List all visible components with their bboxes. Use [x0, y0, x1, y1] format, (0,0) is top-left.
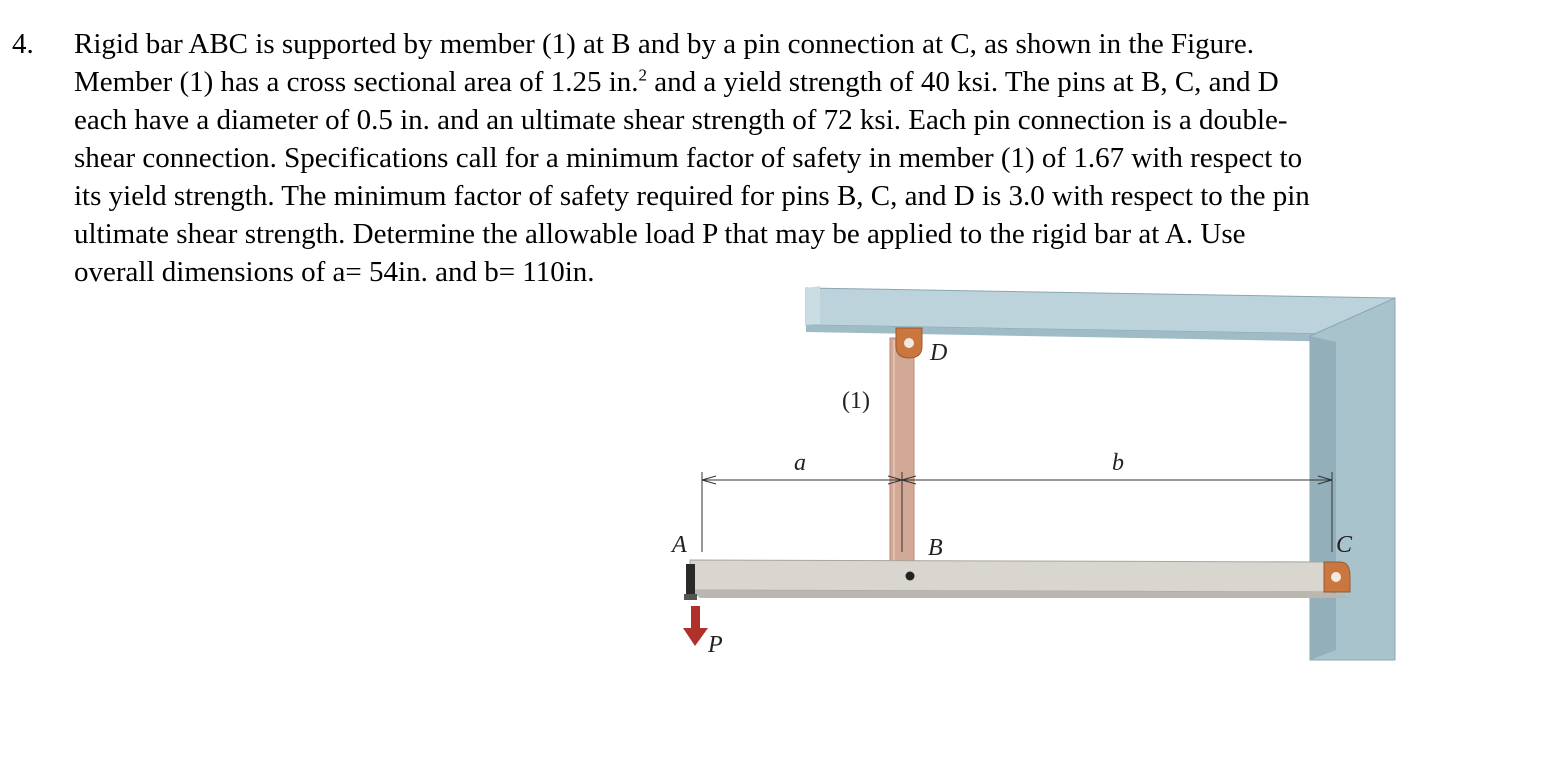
problem-line-1: Rigid bar ABC is supported by member (1) at B and by a pin connection at C, as shown in the Figure. — [74, 28, 1254, 60]
load-p-arrow — [683, 606, 708, 646]
problem-line-5: its yield strength. The minimum factor of safety required for pins B, C, and D is 3.0 with respect to the pin — [74, 180, 1310, 212]
end-a-bracket — [686, 564, 695, 598]
problem-text — [74, 25, 1534, 291]
problem-number: 4. — [12, 28, 34, 60]
load-p-shaft — [691, 606, 700, 630]
problem-line-6: ultimate shear strength. Determine the allowable load P that may be applied to the rigid bar at A. Use — [74, 218, 1246, 250]
problem-line-3: each have a diameter of 0.5 in. and an ultimate shear strength of 72 ksi. Each pin connection is a double- — [74, 104, 1288, 136]
label-b-dimension: b — [1112, 450, 1124, 476]
label-d: D — [930, 340, 948, 366]
label-c-point: C — [1336, 532, 1353, 558]
pin-d — [896, 328, 922, 358]
pin-c — [1324, 562, 1350, 592]
load-p-head — [683, 628, 708, 646]
problem-line-2 — [74, 63, 1534, 101]
label-a-dimension: a — [794, 450, 806, 476]
problem-line-2-head: Member (1) has a cross sectional area of 1.25 in. — [74, 66, 639, 98]
frame-top-left-cap — [806, 286, 820, 325]
problem-line-7: overall dimensions of a= 54in. and b= 110in. — [74, 256, 595, 288]
dimension-lines — [702, 472, 1332, 552]
rigid-bar-top — [690, 560, 1330, 592]
problem-line-2-tail: and a yield strength of 40 ksi. The pins at B, C, and D — [647, 66, 1279, 98]
pin-c-hole — [1331, 572, 1341, 582]
problem-line-4: shear connection. Specifications call for a minimum factor of safety in member (1) of 1.67 with respect to — [74, 142, 1303, 174]
pin-d-hole — [904, 338, 914, 348]
area-superscript: 2 — [638, 65, 647, 85]
label-b-point: B — [928, 535, 943, 561]
structure-diagram — [660, 280, 1420, 680]
label-a-point: A — [672, 532, 687, 558]
rigid-bar-abc — [690, 560, 1350, 598]
end-a-cap — [684, 594, 697, 600]
label-p-load: P — [708, 632, 723, 658]
label-member-1: (1) — [842, 388, 870, 414]
pin-b-hole — [906, 572, 915, 581]
structure-figure — [660, 280, 1420, 680]
